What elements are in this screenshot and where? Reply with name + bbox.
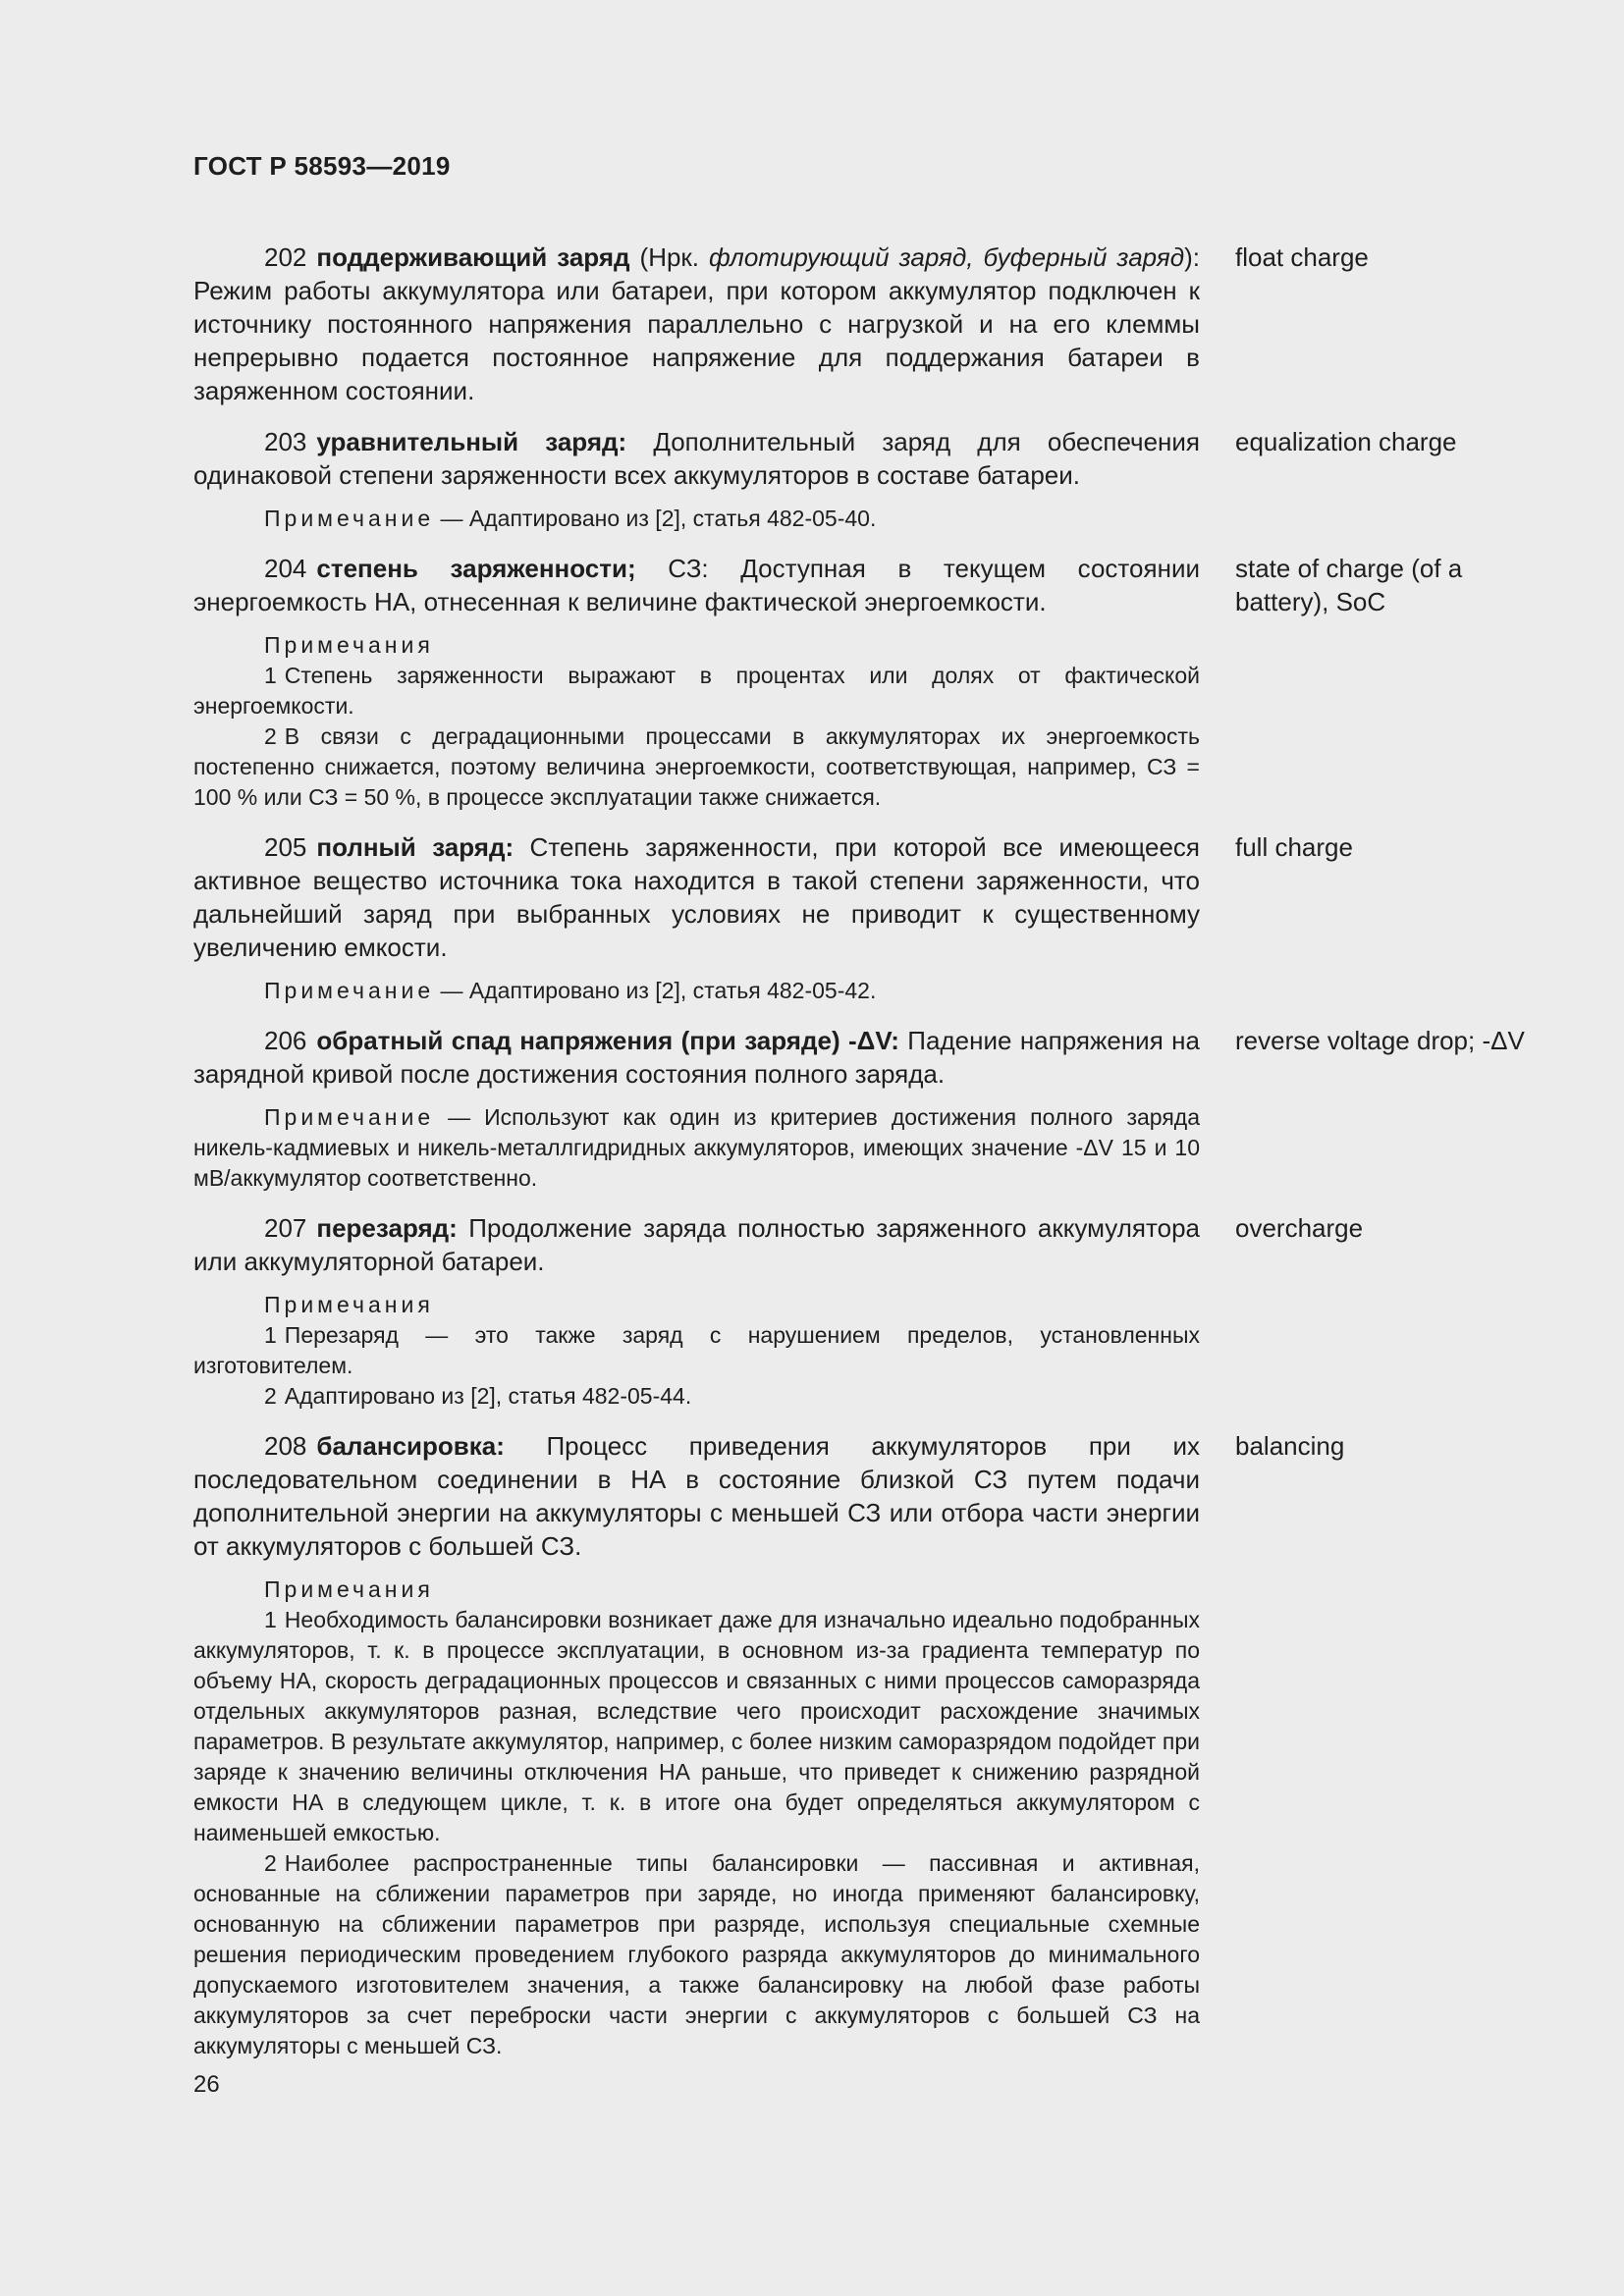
term-definition (193, 1429, 1200, 1563)
term-definition (193, 1211, 1200, 1278)
term-body: Дополнительный заряд для обеспечения одинаковой степени заряженности всех аккумуляторов в составе батареи. (193, 427, 1201, 490)
note-label: Примечание (264, 1104, 435, 1130)
note-text: — Адаптировано из [2], статья 482-05-40. (434, 506, 877, 531)
note-block (193, 504, 1200, 534)
term-definition (193, 240, 1200, 407)
term-number: 203 (264, 427, 307, 456)
notes-block (193, 1575, 1200, 2061)
note-label: Примечание (264, 506, 435, 531)
term-number: 204 (264, 554, 307, 583)
term-name: поддерживающий заряд (316, 242, 630, 272)
term-number: 205 (264, 832, 307, 862)
term-ru-column (193, 830, 1200, 1006)
note-block (193, 976, 1200, 1006)
term-number: 207 (264, 1213, 307, 1243)
term-body: Продолжение заряда полностью заряженного аккумулятора или аккумуляторной батареи. (193, 1213, 1200, 1276)
note (193, 976, 1200, 1006)
term-ru-column (193, 240, 1200, 407)
term-definition (193, 1024, 1200, 1091)
term-en: balancing (1235, 1431, 1345, 1461)
term-en: float charge (1235, 242, 1369, 272)
term-definition (193, 425, 1200, 492)
term-name: степень заряженности; (316, 554, 636, 583)
note-text: Перезаряд — это также заряд с нарушением пределов, установленных изготовителем. (193, 1322, 1200, 1378)
note-item (193, 1381, 1200, 1412)
term-number: 206 (264, 1026, 307, 1055)
note (193, 504, 1200, 534)
term-ru-column (193, 552, 1200, 813)
term-entry-204 (193, 552, 1558, 813)
notes-label: Примечания (264, 1576, 434, 1602)
terms-list (193, 240, 1558, 2079)
notes-label: Примечания (264, 1292, 434, 1317)
term-entry-203 (193, 425, 1558, 534)
term-name: перезаряд: (316, 1213, 458, 1243)
note-item (193, 721, 1200, 813)
term-ru-column (193, 425, 1200, 534)
term-ru-column (193, 1211, 1200, 1412)
term-en: state of charge (of a battery), SoC (1235, 554, 1463, 616)
term-body: СЗ: Доступная в текущем состоянии энергоемкость НА, отнесенная к величине фактической энергоемкости. (193, 554, 1200, 616)
term-entry-205 (193, 830, 1558, 1006)
term-en: equalization charge (1235, 427, 1457, 456)
term-name: балансировка: (316, 1431, 505, 1461)
term-entry-202 (193, 240, 1558, 407)
notes-block (193, 1290, 1200, 1412)
document-header: ГОСТ Р 58593—2019 (193, 151, 451, 181)
note-text: В связи с деградационными процессами в аккумуляторах их энергоемкость постепенно снижается, поэтому величина энергоемкости, соответствующая, например, СЗ = 100 % или СЗ = 50 %, в процессе эксплуатации также снижается. (193, 723, 1200, 810)
note-item (193, 1848, 1200, 2061)
term-number: 202 (264, 242, 307, 272)
note-text: Наиболее распространенные типы балансировки — пассивная и активная, основанные на сближении параметров при заряде, но иногда применяют балансировку, основанную на сближении параметров при разряде, используя специальные схемные решения периодическим проведением глубокого разряда аккумуляторов до минимального допускаемого изготовителем значения, а также балансировку на любой фазе работы аккумуляторов за счет переброски части энергии с аккумуляторов с большей СЗ на аккумуляторы с меньшей СЗ. (193, 1850, 1200, 2058)
note (193, 1102, 1200, 1194)
term-en: full charge (1235, 832, 1353, 862)
term-definition (193, 552, 1200, 618)
term-definition (193, 830, 1200, 964)
note-number: 1 (264, 1607, 277, 1632)
notes-block (193, 630, 1200, 813)
note-block (193, 1102, 1200, 1194)
term-name: обратный спад напряжения (при заряде) -ΔV: (316, 1026, 899, 1055)
note-text: — Используют как один из критериев достижения полного заряда никель-кадмиевых и никель-металлгидридных аккумуляторов, имеющих значение -ΔV 15 и 10 мВ/аккумулятор соответственно. (193, 1104, 1200, 1191)
term-en: reverse voltage drop; -ΔV (1235, 1026, 1525, 1055)
note-label: Примечание (264, 978, 435, 1003)
page-number: 26 (193, 2071, 220, 2098)
term-entry-207 (193, 1211, 1558, 1412)
notes-label: Примечания (264, 632, 434, 658)
note-text: — Адаптировано из [2], статья 482-05-42. (434, 978, 877, 1003)
term-ru-column (193, 1429, 1200, 2061)
term-pre: (Нрк. (629, 242, 710, 272)
note-number: 1 (264, 663, 277, 688)
term-entry-206 (193, 1024, 1558, 1194)
term-name: полный заряд: (316, 832, 514, 862)
note-text: Адаптировано из [2], статья 482-05-44. (284, 1383, 692, 1409)
note-text: Степень заряженности выражают в процентах или долях от фактической энергоемкости. (193, 663, 1200, 719)
term-body: ): Режим работы аккумулятора или батареи, при котором аккумулятор подключен к источнику постоянного напряжения параллельно с нагрузкой и на его клеммы непрерывно подается постоянное напряжение для поддержания батареи в заряженном состоянии. (193, 242, 1200, 405)
note-number: 2 (264, 1383, 277, 1409)
note-item (193, 1320, 1200, 1381)
term-name: уравнительный заряд: (316, 427, 627, 456)
term-en: overcharge (1235, 1213, 1364, 1243)
term-ru-column (193, 1024, 1200, 1194)
term-body: Степень заряженности, при которой все имеющееся активное вещество источника тока находится в такой степени заряженности, что дальнейший заряд при выбранных условиях не приводит к существенному увеличению емкости. (193, 832, 1201, 962)
term-italic: флотирующий заряд, буферный заряд (709, 242, 1185, 272)
note-number: 1 (264, 1322, 277, 1348)
term-entry-208 (193, 1429, 1558, 2061)
note-number: 2 (264, 1850, 277, 1876)
term-body: Процесс приведения аккумуляторов при их последовательном соединении в НА в состояние близкой СЗ путем подачи дополнительной энергии на аккумуляторы с меньшей СЗ или отбора части энергии от аккумуляторов с большей СЗ. (193, 1431, 1200, 1561)
note-number: 2 (264, 723, 277, 749)
note-text: Необходимость балансировки возникает даже для изначально идеально подобранных аккумуляторов, т. к. в процессе эксплуатации, в основном из-за градиента температур по объему НА, скорость деградационных процессов и связанных с ними процессов саморазряда отдельных аккумуляторов разная, вследствие чего происходит расхождение значимых параметров. В результате аккумулятор, например, с более низким саморазрядом подойдет при заряде к значению величины отключения НА раньше, что приведет к снижению разрядной емкости НА в следующем цикле, т. к. в итоге она будет определяться аккумулятором с наименьшей емкостью. (193, 1607, 1200, 1845)
note-item (193, 1605, 1200, 1848)
note-item (193, 661, 1200, 721)
term-body: Падение напряжения на зарядной кривой после достижения состояния полного заряда. (193, 1026, 1200, 1089)
term-number: 208 (264, 1431, 307, 1461)
